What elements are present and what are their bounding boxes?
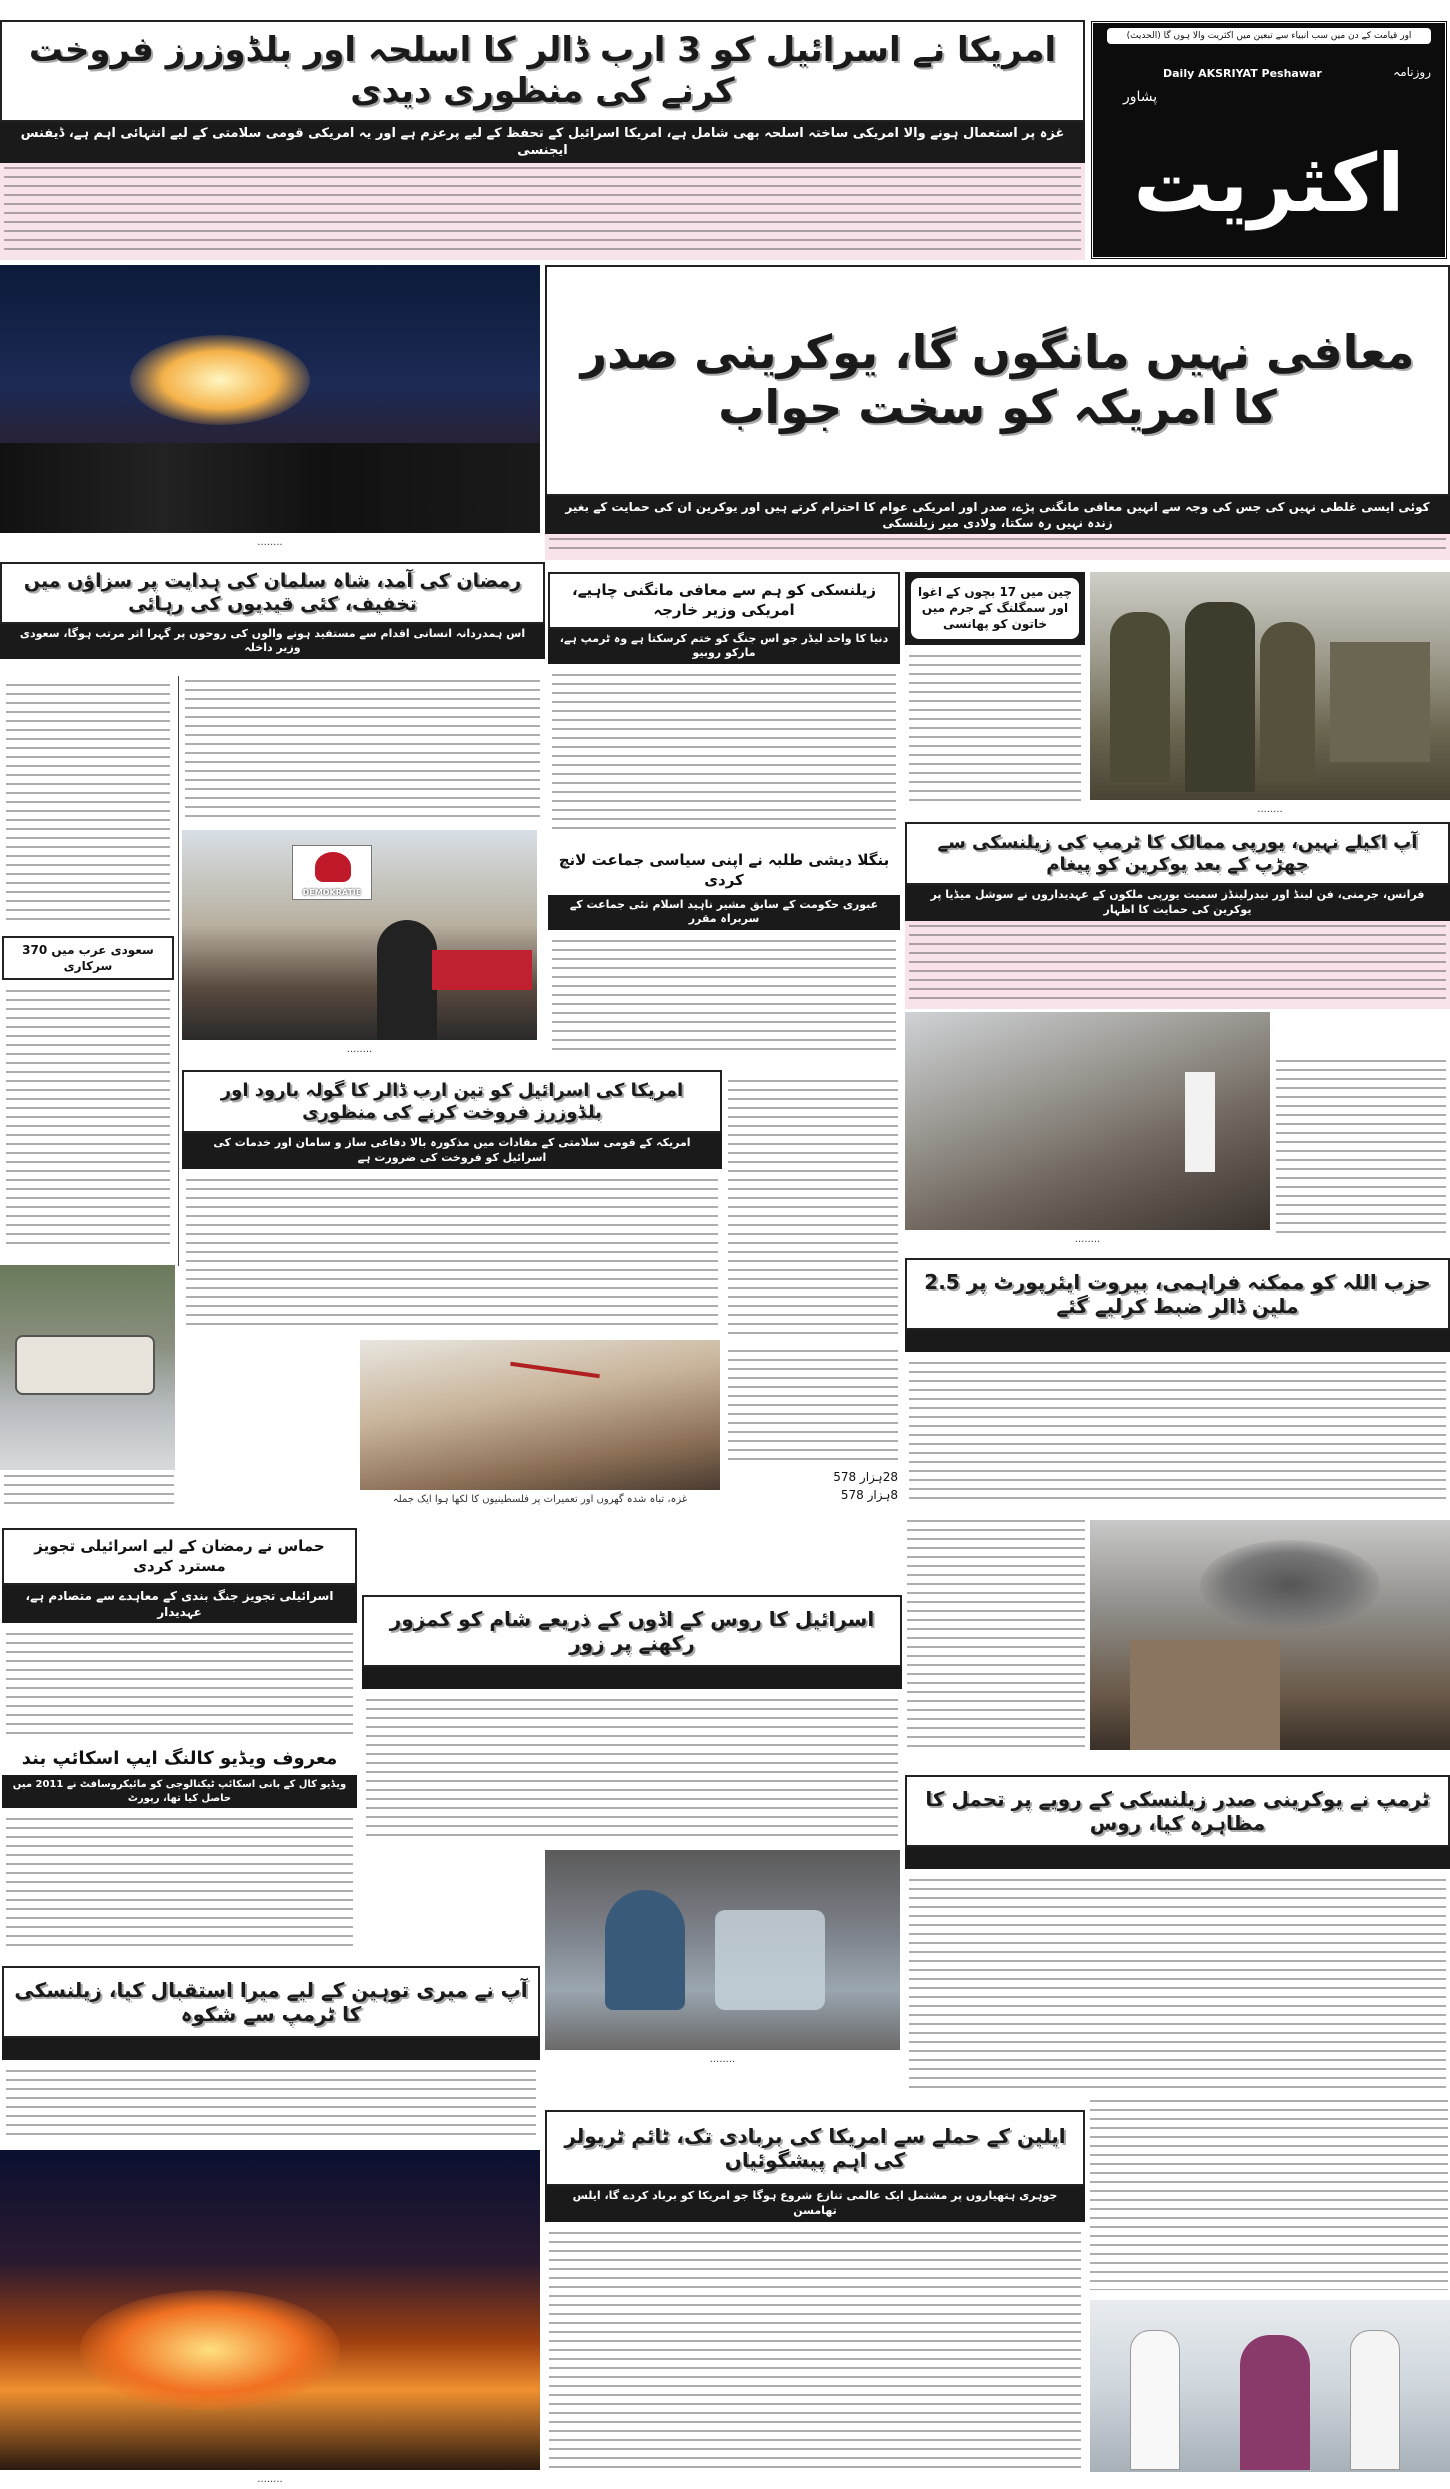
alien-body	[545, 2228, 1085, 2472]
bullets-count-a: 28ہزار 578	[833, 1470, 898, 1484]
masthead-city: پشاور	[1123, 89, 1158, 105]
insult-body	[2, 2066, 540, 2144]
photo1-caption: ........	[257, 537, 283, 548]
zelensky-body	[545, 534, 1450, 560]
europe-subhead: فرانس، جرمنی، فن لینڈ اور نیدرلینڈز سمیت یورپی ملکوں کے عہدیداروں نے سوشل میڈیا پر یوکرین کی حمایت کا اظہار	[905, 885, 1450, 921]
hezbollah-subhead-bar	[905, 1330, 1450, 1352]
alien-subhead: جوہری ہتھیاروں پر مشتمل ایک عالمی تنازع شروع ہوگا جو امریکا کو برباد کردے گا، ایلس تھامسن	[545, 2186, 1085, 2222]
hezbollah-body	[905, 1358, 1450, 1508]
fire-market-body	[728, 1080, 898, 1340]
skype-subhead: ویڈیو کال کے بانی اسکائپ ٹیکنالوجی کو مائیکروسافٹ نے 2011 میں حاصل کیا تھا، رپورٹ	[2, 1775, 357, 1808]
masthead	[1090, 20, 1448, 260]
story-bangladesh	[548, 848, 900, 1060]
saudi-column	[2, 680, 174, 1255]
story-ramadan	[0, 562, 545, 666]
saudi-body-1	[2, 680, 174, 930]
saudi-box	[2, 936, 174, 980]
europe-side-body	[1276, 1060, 1446, 1240]
masthead-motto: اور قیامت کے دن میں سب انبیاء سے تبعین میں اکثریت والا ہوں گا (الحدیث)	[1107, 28, 1431, 44]
story-hamas	[2, 1528, 357, 1738]
lead-headline: امریکا نے اسرائیل کو 3 ارب ڈالر کا اسلحہ اور بلڈوزرز فروخت کرنے کی منظوری دیدی	[28, 30, 1057, 111]
china-box	[905, 572, 1085, 645]
lead-body	[0, 163, 1085, 260]
fire-caption: ........	[257, 2474, 283, 2485]
rubble-caption: ........	[1074, 1234, 1101, 1245]
lead-subhead: غزہ پر استعمال ہونے والا امریکی ساختہ اسلحہ بھی شامل ہے، امریکا اسرائیل کے تحفظ کے لیے پرعزم ہے اور یہ امریکی قومی سلامتی کے لیے انتہائی اہم ہے، ڈیفنس ایجنسی	[0, 122, 1085, 163]
china-body	[905, 651, 1085, 812]
smoke-side-body	[907, 1520, 1085, 1750]
russia-subhead-bar	[362, 1667, 902, 1689]
tolerance-body	[905, 1875, 1450, 2095]
photo-smoke-building	[1090, 1520, 1450, 1750]
photo-grafitti-rubble	[360, 1340, 720, 1490]
ramadan-subhead: اس ہمدردانہ انسانی اقدام سے مستفید ہونے والوں کی روحوں پر گہرا اثر مرتب ہوگا، سعودی وزیر داخلہ	[0, 624, 545, 660]
photo-protest	[182, 830, 537, 1040]
soldiers-caption: ........	[1257, 804, 1283, 815]
tolerance-headline: ٹرمپ نے یوکرینی صدر زیلنسکی کے رویے پر تحمل کا مظاہرہ کیا، روس	[925, 1787, 1430, 1835]
photo-taekwondo	[1090, 2300, 1450, 2472]
hamas-body	[2, 1629, 357, 1738]
apology-body	[548, 670, 900, 837]
russia-headline: اسرائیل کا روس کے اڈوں کے ذریعے شام کو کمزور رکھنے پر زور	[389, 1607, 875, 1655]
story-zelensky	[545, 265, 1450, 560]
zelensky-subhead: کوئی ایسی غلطی نہیں کی جس کی وجہ سے انہیں معافی مانگنی پڑے، صدر اور امریکی عوام کا احترام کرتے ہیں اور یوکرین ان کی حمایت کے بغیر زندہ نہیں رہ سکتا، ولادی میر زیلنسکی	[545, 496, 1450, 534]
story-hezbollah	[905, 1258, 1450, 1508]
masthead-english-name: Daily AKSRIYAT Peshawar	[1163, 67, 1322, 80]
saudi-headline: سعودی عرب میں 370 سرکاری	[22, 943, 154, 974]
skype-headline: معروف ویڈیو کالنگ ایپ اسکائپ بند	[21, 1748, 338, 1769]
right-bottom-body	[1090, 2100, 1448, 2290]
lead-story	[0, 20, 1085, 260]
photo-night-explosion	[0, 265, 540, 533]
story-arms2	[182, 1070, 722, 1332]
hamas-headline: حماس نے رمضان کے لیے اسرائیلی تجویز مسترد کردی	[34, 1537, 325, 1576]
apology-subhead: دنیا کا واحد لیڈر جو اس جنگ کو ختم کرسکتا ہے وہ ٹرمپ ہے، مارکو روبیو	[548, 629, 900, 665]
tolerance-subhead-bar	[905, 1847, 1450, 1869]
story-apology	[548, 572, 900, 837]
arms2-headline: امریکا کی اسرائیل کو تین ارب ڈالر کا گولہ بارود اور بلڈوزرز فروخت کرنے کی منظوری	[220, 1080, 684, 1123]
hamas-subhead: اسرائیلی تجویز جنگ بندی کے معاہدے سے متصادم ہے، عہدیدار	[2, 1585, 357, 1623]
arms2-subhead: امریکہ کے قومی سلامتی کے مفادات میں مذکورہ بالا دفاعی ساز و سامان اور خدمات کی اسرائیل کو فروخت کی ضرورت ہے	[182, 1133, 722, 1169]
bullets-counts	[728, 1468, 898, 1504]
bullets-body	[728, 1350, 898, 1462]
bangladesh-body	[548, 936, 900, 1060]
bullets-count-b: 8ہزار 578	[840, 1488, 898, 1502]
ramadan-headline: رمضان کی آمد، شاہ سلمان کی ہدایت پر سزاؤں میں تخفیف، کئی قیدیوں کی رہائی	[23, 570, 522, 615]
saudi-body-2	[2, 986, 174, 1255]
insult-headline: آپ نے میری توہین کے لیے میرا استقبال کیا، زیلنسکی کا ٹرمپ سے شکوہ	[14, 1978, 528, 2026]
insult-subhead-bar	[2, 2038, 540, 2060]
skype-body	[2, 1814, 357, 1957]
bangladesh-subhead: عبوری حکومت کے سابق مشیر ناہید اسلام نئی جماعت کے سربراہ مقرر	[548, 895, 900, 931]
photo-displaced-family	[545, 1850, 900, 2050]
story-insult	[2, 1966, 540, 2144]
china-headline: چین میں 17 بچوں کے اغوا اور سمگلنگ کے جرم میں خاتون کو پھانسی	[911, 578, 1079, 639]
masthead-logo: اکثریت	[1133, 137, 1405, 230]
zelensky-headline: معافی نہیں مانگوں گا، یوکرینی صدر کا امریکہ کو سخت جواب	[580, 325, 1415, 435]
europe-body	[905, 921, 1450, 1009]
story-tolerance	[905, 1775, 1450, 2095]
hezbollah-headline: حزب اللہ کو ممکنہ فراہمی، بیروت ایئرپورٹ پر 2.5 ملین ڈالر ضبط کرلیے گئے	[924, 1270, 1431, 1318]
arms2-body	[182, 1175, 722, 1332]
story-russia	[362, 1595, 902, 1845]
masthead-daily-label: روزنامہ	[1393, 65, 1431, 79]
alien-headline: ایلین کے حملے سے امریکا کی بربادی تک، ٹائم ٹریولر کی اہم پیشگوئیاں	[564, 2124, 1066, 2172]
protest-sign-text: DEMOKRATIE	[302, 888, 362, 897]
flood-caption	[4, 1475, 174, 1505]
europe-headline: آپ اکیلے نہیں، یورپی ممالک کا ٹرمپ کی زیلنسکی سے جھڑپ کے بعد یوکرین کو پیغام	[937, 832, 1418, 875]
grafitti-caption: غزہ، تباہ شدہ گھروں اور تعمیرات پر فلسطینیوں کا لکھا ہوا ایک جملہ	[392, 1494, 688, 1505]
protest-caption: ........	[346, 1044, 373, 1055]
apology-headline: زیلنسکی کو ہم سے معافی مانگنی چاہیے، امریکی وزیر خارجہ	[571, 581, 877, 620]
story-skype	[2, 1745, 357, 1957]
bangladesh-headline: بنگلا دیشی طلبہ نے اپنی سیاسی جماعت لانچ کردی	[558, 851, 890, 890]
story-europe	[905, 822, 1450, 1009]
ramadan-body	[185, 680, 540, 822]
family-caption: ........	[709, 2054, 736, 2065]
photo-market-fire	[0, 2150, 540, 2470]
photo-soldiers	[1090, 572, 1450, 800]
russia-body	[362, 1695, 902, 1845]
photo-flooded-car	[0, 1265, 175, 1470]
china-story	[905, 572, 1085, 812]
story-alien	[545, 2110, 1085, 2472]
photo-rubble-gaza	[905, 1012, 1270, 1230]
